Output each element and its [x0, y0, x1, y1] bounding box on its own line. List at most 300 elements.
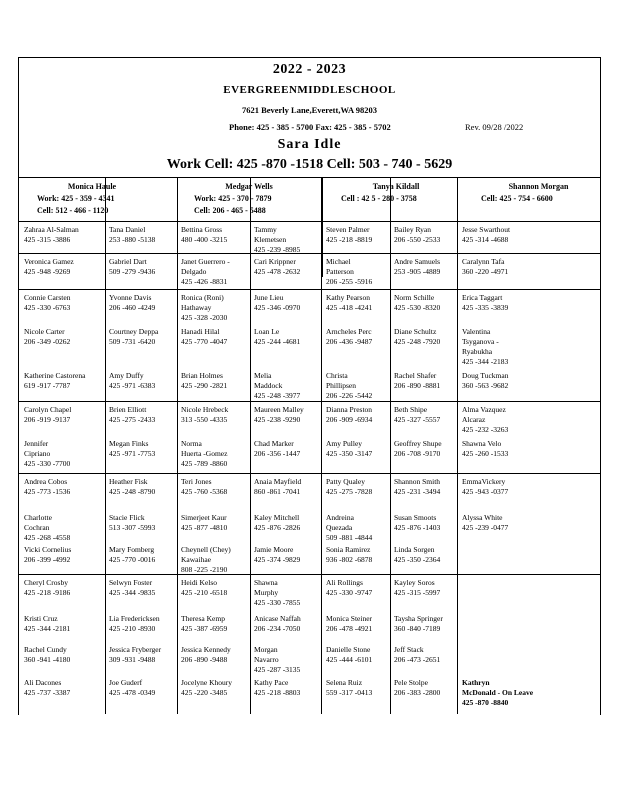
admin-line: Cell: 206 - 465 - 5488: [194, 206, 266, 215]
staff-name: Jennifer: [24, 439, 49, 448]
staff-phone: 509 -731 -6420: [109, 337, 156, 346]
staff-entry: [24, 225, 79, 245]
staff-entry: [326, 327, 372, 347]
staff-phone: 206 -478 -4921: [326, 624, 373, 633]
staff-phone: 425 -346 -0970: [254, 303, 301, 312]
staff-phone: 425 -943 -0377: [462, 487, 509, 496]
staff-name: Beth Shipe: [394, 405, 428, 414]
staff-phone: 425 -330 -9747: [326, 588, 373, 597]
staff-entry: [181, 225, 227, 245]
staff-entry: [181, 371, 227, 391]
staff-phone: 425 -374 -9829: [254, 555, 301, 564]
staff-name: Cari Krippner: [254, 257, 296, 266]
staff-entry: [394, 257, 440, 277]
staff-entry: [394, 225, 440, 245]
staff-phone: 253 -905 -4889: [394, 267, 441, 276]
staff-name: Michael: [326, 257, 351, 266]
staff-phone: 206 -550 -2533: [394, 235, 441, 244]
staff-name: Charlotte: [24, 513, 52, 522]
staff-entry: [109, 678, 155, 698]
admin-line: Cell : 42 5 - 280 - 3758: [341, 194, 417, 203]
staff-name: Shannon Smith: [394, 477, 441, 486]
staff-name: Brien Elliott: [109, 405, 147, 414]
column-divider: [457, 177, 458, 714]
staff-entry: [254, 578, 300, 608]
staff-name: Carolyn Chapel: [24, 405, 72, 414]
staff-entry: [181, 293, 227, 323]
staff-phone: 509 -279 -9436: [109, 267, 156, 276]
staff-phone: 425 -275 -2433: [109, 415, 156, 424]
principal-name: Sara Idle: [277, 137, 342, 152]
staff-entry: [109, 645, 161, 665]
staff-entry: [326, 578, 372, 598]
staff-name: Susan Smoots: [394, 513, 437, 522]
staff-name: Heidi Kelso: [181, 578, 218, 587]
staff-name: Christa: [326, 371, 348, 380]
staff-phone: 425 -248 -7920: [394, 337, 441, 346]
staff-entry: [254, 645, 300, 675]
staff-phone: 425 -773 -1536: [24, 487, 71, 496]
staff-phone: 425 -290 -2821: [181, 381, 228, 390]
staff-phone: 425 -335 -3839: [462, 303, 509, 312]
staff-entry: [24, 614, 70, 634]
staff-entry: [394, 439, 442, 459]
staff-entry: [462, 327, 508, 367]
staff-name: Navarro: [254, 655, 279, 664]
staff-name: Teri Jones: [181, 477, 212, 486]
column-divider: [250, 177, 251, 714]
staff-entry: [254, 513, 300, 533]
staff-name: Pele Stolpe: [394, 678, 428, 687]
staff-name: Shawna: [254, 578, 278, 587]
staff-name: Vicki Cornelius: [24, 545, 72, 554]
staff-name: Rachel Shafer: [394, 371, 437, 380]
staff-name: Megan Finks: [109, 439, 149, 448]
staff-phone: 425 -876 -1403: [394, 523, 441, 532]
staff-phone: 425 -210 -8930: [109, 624, 156, 633]
staff-entry: [394, 327, 440, 347]
staff-entry: [394, 477, 440, 497]
staff-entry: [181, 327, 227, 347]
staff-name: Danielle Stone: [326, 645, 371, 654]
admin-block-1: [37, 181, 147, 231]
staff-name: Nicole Carter: [24, 327, 65, 336]
staff-phone: 313 -550 -4335: [181, 415, 228, 424]
staff-entry: [254, 371, 300, 401]
staff-name: Alcaraz: [462, 415, 486, 424]
staff-name: Monica Steiner: [326, 614, 373, 623]
staff-entry: [181, 405, 228, 425]
staff-name: Amy Duffy: [109, 371, 144, 380]
staff-entry: [394, 645, 440, 665]
staff-phone: 425 -327 -5557: [394, 415, 441, 424]
staff-phone: 425 -344 -9835: [109, 588, 156, 597]
staff-entry: [326, 645, 372, 665]
staff-phone: 206 -436 -9487: [326, 337, 373, 346]
staff-entry: [254, 293, 300, 313]
school-year: 2022 - 2023: [272, 62, 347, 77]
staff-phone: 360 -941 -4180: [24, 655, 71, 664]
admin-block-2: [194, 181, 304, 231]
staff-phone: 425 -218 -8803: [254, 688, 301, 697]
staff-entry: [24, 327, 70, 347]
staff-name: Nicole Hrebeck: [181, 405, 229, 414]
staff-name: Bailey Ryan: [394, 225, 431, 234]
staff-entry: [254, 614, 301, 634]
staff-entry: [462, 257, 508, 277]
staff-phone: 425 -218 -8819: [326, 235, 373, 244]
staff-phone: 253 -880 -5138: [109, 235, 156, 244]
staff-phone: 425 -210 -6518: [181, 588, 228, 597]
staff-phone: 206 -349 -0262: [24, 337, 71, 346]
staff-phone: 509 -881 -4844: [326, 533, 373, 542]
staff-name: Lia Fredericksen: [109, 614, 160, 623]
staff-phone: 360 -220 -4971: [462, 267, 509, 276]
staff-entry: [394, 578, 440, 598]
staff-name: Kathy Pearson: [326, 293, 370, 302]
staff-name: Katherine Castorena: [24, 371, 86, 380]
staff-entry: [254, 225, 300, 255]
staff-entry: [394, 678, 440, 698]
staff-name: Ronica (Roni): [181, 293, 224, 302]
staff-entry: [24, 545, 71, 565]
staff-name: Quezada: [326, 523, 353, 532]
staff-name: Shawna Velo: [462, 439, 502, 448]
staff-phone: 206 -890 -9488: [181, 655, 228, 664]
staff-name: Andreina: [326, 513, 354, 522]
staff-name: Jesse Swarthout: [462, 225, 511, 234]
staff-entry: [462, 225, 510, 245]
staff-entry: [394, 614, 443, 634]
staff-name: Maureen Malley: [254, 405, 304, 414]
staff-entry: [254, 545, 300, 565]
staff-entry: [326, 439, 372, 459]
staff-entry: [24, 293, 70, 313]
staff-entry: [24, 477, 70, 497]
staff-name: Kayley Soros: [394, 578, 435, 587]
staff-entry: [181, 678, 232, 698]
staff-phone: 425 -248 -3977: [254, 391, 301, 400]
admin-line: Work: 425 - 370 - 7879: [194, 194, 272, 203]
staff-entry: [109, 614, 160, 634]
staff-phone: 425 -478 -0349: [109, 688, 156, 697]
staff-entry: [24, 678, 70, 698]
staff-name: Erica Taggart: [462, 293, 503, 302]
staff-phone: 425 -231 -3494: [394, 487, 441, 496]
staff-name: Diane Schultz: [394, 327, 437, 336]
staff-name: Jessica Fryberger: [109, 645, 162, 654]
staff-entry: [181, 545, 231, 575]
staff-phone: 425 -530 -8320: [394, 303, 441, 312]
staff-phone: 425 -387 -6959: [181, 624, 228, 633]
staff-entry: [462, 371, 508, 391]
staff-entry: [181, 477, 227, 497]
staff-name: Connie Carsten: [24, 293, 71, 302]
staff-phone: 425 -239 -8985: [254, 245, 301, 254]
admin-block-4: [481, 181, 596, 231]
admin-line: Cell: 512 - 466 - 1120: [37, 206, 109, 215]
staff-entry: [24, 257, 74, 277]
school-address: 7621 Beverly Lane,Everett,WA 98203: [241, 105, 378, 115]
staff-entry: [254, 327, 300, 347]
staff-name: Zahraa Al-Salman: [24, 225, 79, 234]
staff-phone: 206 -919 -9137: [24, 415, 71, 424]
staff-name: Murphy: [254, 588, 279, 597]
staff-entry: [254, 405, 304, 425]
staff-entry: [326, 678, 372, 698]
staff-phone: 425 -268 -4558: [24, 533, 71, 542]
staff-entry: [181, 578, 227, 598]
staff-phone: 206 -383 -2800: [394, 688, 441, 697]
staff-name: Selwyn Foster: [109, 578, 153, 587]
school-name: EVERGREENMIDDLESCHOOL: [223, 84, 396, 96]
staff-phone: 206 -890 -8881: [394, 381, 441, 390]
staff-name: Morgan: [254, 645, 278, 654]
staff-phone: 206 -909 -6934: [326, 415, 373, 424]
staff-entry: [326, 405, 372, 425]
staff-entry: [181, 513, 227, 533]
staff-name: Jeff Stack: [394, 645, 424, 654]
staff-phone: 425 -350 -2364: [394, 555, 441, 564]
staff-entry: [326, 293, 372, 313]
staff-name: Cheynell (Chey): [181, 545, 231, 554]
staff-phone: 425 -314 -4688: [462, 235, 509, 244]
staff-phone: 559 -317 -0413: [326, 688, 373, 697]
staff-phone: 936 -802 -6878: [326, 555, 373, 564]
staff-phone: 860 -861 -7041: [254, 487, 301, 496]
staff-phone: 513 -307 -5993: [109, 523, 156, 532]
staff-name: Theresa Kemp: [181, 614, 225, 623]
staff-name: Hathaway: [181, 303, 212, 312]
school-phone-fax: Phone: 425 - 385 - 5700 Fax: 425 - 385 - 5702: [229, 122, 391, 132]
staff-name: Cipriano: [24, 449, 51, 458]
staff-name: Chad Marker: [254, 439, 294, 448]
staff-name: Janet Guerrero -: [181, 257, 230, 266]
staff-entry: [394, 371, 440, 391]
staff-name: Huerta -Gomez: [181, 449, 228, 458]
staff-name: Kaley Mitchell: [254, 513, 300, 522]
staff-name: Patty Qualey: [326, 477, 365, 486]
staff-name: Joe Guderf: [109, 678, 143, 687]
staff-phone: 425 -248 -8790: [109, 487, 156, 496]
staff-name: EmmaVickery: [462, 477, 506, 486]
staff-phone: 425 -948 -9269: [24, 267, 71, 276]
staff-entry: [462, 439, 508, 459]
staff-name: Loan Le: [254, 327, 280, 336]
staff-entry: [24, 513, 70, 543]
staff-entry: [326, 513, 372, 543]
staff-name: Selena Ruiz: [326, 678, 363, 687]
staff-entry: [109, 327, 158, 347]
staff-name: June Lieu: [254, 293, 284, 302]
staff-entry: [326, 225, 372, 245]
staff-name: Andrea Cobos: [24, 477, 68, 486]
staff-name: Sonia Ramirez: [326, 545, 371, 554]
principal-cells: Work Cell: 425 -870 -1518 Cell: 503 - 740 - 5629: [166, 157, 453, 172]
staff-phone: 206 -399 -4992: [24, 555, 71, 564]
staff-phone: 425 -239 -0477: [462, 523, 509, 532]
staff-phone: 425 -870 -8840: [462, 698, 509, 707]
admin-name: Shannon Morgan: [508, 182, 569, 191]
staff-phone: 619 -917 -7787: [24, 381, 71, 390]
staff-phone: 425 -260 -1533: [462, 449, 509, 458]
staff-name: Courtney Deppa: [109, 327, 159, 336]
staff-entry: [394, 513, 440, 533]
staff-phone: 425 -971 -6383: [109, 381, 156, 390]
staff-phone: 425 -770 -0016: [109, 555, 156, 564]
staff-entry: [326, 257, 372, 287]
staff-entry: [462, 405, 508, 435]
staff-phone: 480 -400 -3215: [181, 235, 228, 244]
staff-phone: 425 -330 -7855: [254, 598, 301, 607]
staff-name: Steven Palmer: [326, 225, 370, 234]
staff-phone: 425 -971 -7753: [109, 449, 156, 458]
staff-name: Kawaihae: [181, 555, 211, 564]
staff-phone: 206 -708 -9170: [394, 449, 441, 458]
staff-phone: 808 -225 -2190: [181, 565, 228, 574]
admin-name: Tanya Kildall: [372, 182, 420, 191]
staff-name: Kristi Cruz: [24, 614, 58, 623]
staff-phone: 425 -426 -8831: [181, 277, 228, 286]
staff-phone: 425 -328 -2030: [181, 313, 228, 322]
staff-name: Bettina Gross: [181, 225, 223, 234]
staff-phone: 425 -315 -5997: [394, 588, 441, 597]
staff-entry: [462, 293, 508, 313]
staff-name: Kathryn: [462, 678, 490, 687]
staff-entry: [181, 645, 231, 665]
revision-date: Rev. 09/28 /2022: [465, 122, 524, 132]
staff-phone: 425 -478 -2632: [254, 267, 301, 276]
staff-entry: [181, 439, 227, 469]
staff-entry: [326, 371, 372, 401]
staff-name: Rachel Cundy: [24, 645, 67, 654]
staff-phone: 206 -234 -7050: [254, 624, 301, 633]
staff-name: Caralynn Tafa: [462, 257, 505, 266]
staff-name: Phillipsen: [326, 381, 357, 390]
staff-phone: 206 -226 -5442: [326, 391, 373, 400]
staff-entry: [462, 678, 533, 708]
admin-name: Monica Haule: [67, 182, 117, 191]
staff-entry: [254, 678, 300, 698]
staff-entry: [181, 257, 230, 287]
staff-name: Tana Daniel: [109, 225, 146, 234]
staff-entry: [24, 439, 70, 469]
staff-phone: 425 -350 -3147: [326, 449, 373, 458]
staff-phone: 425 -218 -9186: [24, 588, 71, 597]
column-divider: [177, 177, 178, 714]
phone-row: [19, 122, 600, 134]
staff-entry: [24, 645, 70, 665]
staff-phone: 309 -931 -9488: [109, 655, 156, 664]
staff-entry: [462, 477, 508, 497]
staff-phone: 425 -244 -4681: [254, 337, 301, 346]
staff-name: Mary Fomberg: [109, 545, 155, 554]
staff-name: Simerjeet Kaur: [181, 513, 227, 522]
staff-phone: 425 -760 -5368: [181, 487, 228, 496]
staff-entry: [109, 405, 155, 425]
staff-name: Delgado: [181, 267, 207, 276]
staff-entry: [254, 439, 300, 459]
staff-entry: [254, 257, 300, 277]
staff-name: Jessica Kennedy: [181, 645, 231, 654]
staff-name: Patterson: [326, 267, 354, 276]
staff-phone: 425 -330 -6763: [24, 303, 71, 312]
staff-entry: [109, 257, 155, 277]
staff-name: Klemetsen: [254, 235, 287, 244]
staff-name: Gabriel Dart: [109, 257, 147, 266]
staff-entry: [394, 405, 440, 425]
staff-name: Anicase Naffah: [254, 614, 301, 623]
staff-phone: 206 -460 -4249: [109, 303, 156, 312]
staff-name: Ali Dacones: [24, 678, 62, 687]
column-divider: [105, 177, 106, 714]
staff-name: Amy Pulley: [326, 439, 363, 448]
staff-name: Taysha Springer: [394, 614, 443, 623]
staff-name: McDonald - On Leave: [462, 688, 534, 697]
staff-name: Andre Samuels: [394, 257, 441, 266]
staff-phone: 425 -876 -2826: [254, 523, 301, 532]
staff-name: Geoffrey Shupe: [394, 439, 442, 448]
admin-block-3: [341, 181, 451, 231]
staff-name: Hanadi Hilal: [181, 327, 220, 336]
staff-entry: [326, 477, 372, 497]
staff-phone: 425 -770 -4047: [181, 337, 228, 346]
staff-phone: 206 -356 -1447: [254, 449, 301, 458]
staff-name: Dianna Preston: [326, 405, 373, 414]
admin-name: Medgar Wells: [225, 182, 273, 191]
staff-name: Jocelyne Khoury: [181, 678, 233, 687]
staff-name: Valentina: [462, 327, 491, 336]
admin-line: Cell: 425 - 754 - 6600: [481, 194, 553, 203]
staff-entry: [24, 578, 70, 598]
staff-phone: 425 -344 -2183: [462, 357, 509, 366]
staff-entry: [24, 405, 71, 425]
staff-name: Kathy Pace: [254, 678, 289, 687]
staff-entry: [462, 513, 508, 533]
staff-name: Yvonne Davis: [109, 293, 152, 302]
staff-name: Norm Schille: [394, 293, 435, 302]
staff-phone: 425 -315 -3886: [24, 235, 71, 244]
staff-entry: [109, 578, 155, 598]
staff-phone: 425 -232 -3263: [462, 425, 509, 434]
staff-entry: [109, 477, 155, 497]
staff-phone: 425 -220 -3485: [181, 688, 228, 697]
staff-entry: [326, 614, 372, 634]
staff-phone: 425 -418 -4241: [326, 303, 373, 312]
staff-entry: [181, 614, 227, 634]
staff-name: Maddock: [254, 381, 283, 390]
staff-phone: 206 -255 -5916: [326, 277, 373, 286]
staff-name: Alyssa White: [462, 513, 503, 522]
staff-entry: [326, 545, 372, 565]
admin-divider: [322, 177, 323, 277]
staff-name: Tsyganova -: [462, 337, 499, 346]
staff-name: Jamie Moore: [254, 545, 294, 554]
staff-entry: [254, 477, 301, 497]
staff-name: Veronica Gamez: [24, 257, 74, 266]
staff-entry: [109, 225, 155, 245]
staff-name: Stacie Flick: [109, 513, 145, 522]
staff-entry: [24, 371, 85, 391]
staff-name: Ryabukha: [462, 347, 493, 356]
staff-entry: [109, 371, 155, 391]
staff-phone: 206 -473 -2651: [394, 655, 441, 664]
staff-name: Doug Tuckman: [462, 371, 509, 380]
staff-phone: 425 -737 -3387: [24, 688, 71, 697]
staff-phone: 425 -238 -9290: [254, 415, 301, 424]
staff-name: Arncheles Perc: [326, 327, 372, 336]
staff-entry: [109, 439, 155, 459]
